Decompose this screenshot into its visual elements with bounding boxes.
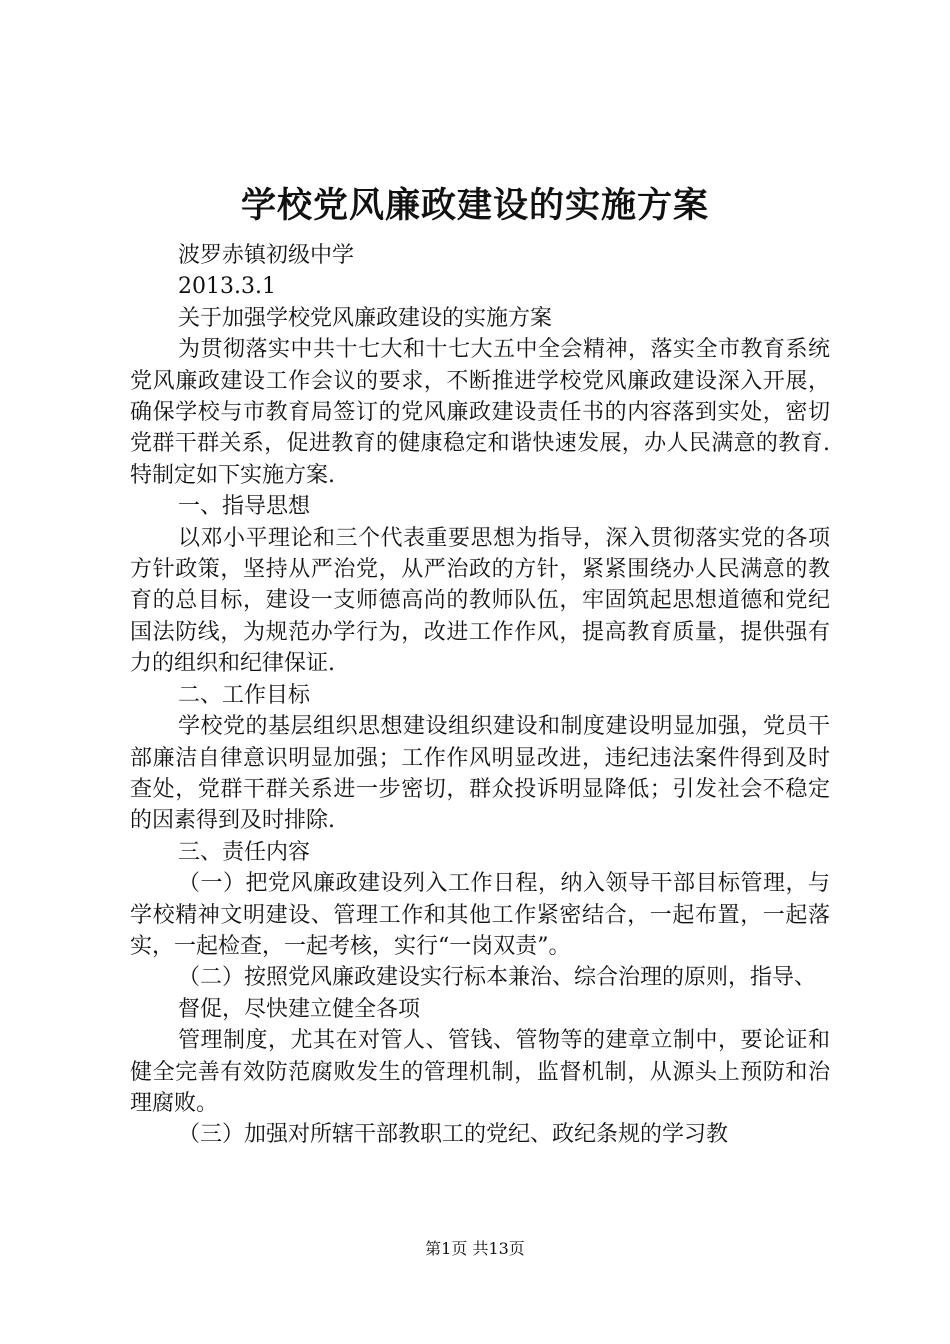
responsibility-item-2-continued: 督促，尽快建立健全各项 — [178, 996, 421, 1022]
responsibility-item-1: （一）把党风廉政建设列入工作日程，纳入领导干部目标管理，与学校精神文明建设、管理工作和其他工作紧密结合，一起布置，一起落实，一起检查，一起考核，实行“一岗双责”。 — [130, 871, 830, 959]
document-body — [130, 240, 830, 1151]
document-title: 学校党风廉政建设的实施方案 — [240, 185, 709, 226]
responsibility-item-2: （二）按照党风廉政建设实行标本兼治、综合治理的原则，指导、 — [178, 965, 817, 991]
responsibility-item-3: （三）加强对所辖干部教职工的党纪、政纪条规的学习教 — [178, 1122, 729, 1148]
section-heading-work-goals: 二、工作目标 — [178, 682, 311, 708]
document-date: 2013.3.1 — [178, 274, 276, 300]
intro-paragraph: 为贯彻落实中共十七大和十七大五中全会精神，落实全市教育系统党风廉政建设工作会议的要求，不断推进学校党风廉政建设深入开展，确保学校与市教育局签订的党风廉政建设责任书的内容落到实处，密切党群干群关系，促进教育的健康稳定和谐快速发展，办人民满意的教育.特制定如下实施方案. — [130, 337, 830, 488]
school-name: 波罗赤镇初级中学 — [178, 243, 355, 268]
page-number-footer: 第1页 共13页 — [425, 1239, 525, 1258]
guiding-ideology-paragraph: 以邓小平理论和三个代表重要思想为指导，深入贯彻落实党的各项方针政策，坚持从严治党，从严治政的方针，紧紧围绕办人民满意的教育的总目标，建设一支师德高尚的教师队伍，牢固筑起思想道德和党纪国法防线，为规范办学行为，改进工作作风，提高教育质量，提供强有力的组织和纪律保证. — [130, 525, 830, 677]
work-goals-paragraph: 学校党的基层组织思想建设组织建设和制度建设明显加强，党员干部廉洁自律意识明显加强；工作作风明显改进，违纪违法案件得到及时查处，党群干群关系进一步密切，群众投诉明显降低；引发社会不稳定的因素得到及时排除. — [130, 714, 830, 834]
responsibility-item-2-detail: 管理制度，尤其在对管人、管钱、管物等的建章立制中，要论证和健全完善有效防范腐败发生的管理机制，监督机制，从源头上预防和治理腐败。 — [130, 1028, 830, 1116]
section-heading-guiding-ideology: 一、指导思想 — [178, 494, 311, 520]
section-heading-responsibilities: 三、责任内容 — [178, 839, 311, 865]
subtitle: 关于加强学校党风廉政建设的实施方案 — [178, 305, 553, 331]
